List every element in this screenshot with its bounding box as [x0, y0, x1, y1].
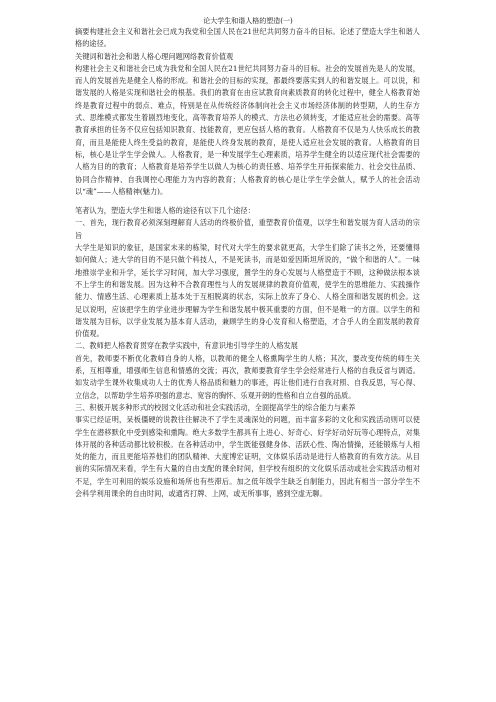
body-paragraph: 构建社会主义和谐社会已成为我党和全国人民在21世纪共同努力奋斗的目标。社会的发展首先是人的发展，而人的发展首先是健全人格的形成。和谐社会的目标的实现，都最终要落实到人的和谐发展上。可以说，和谐发展的人格是实现和谐社会的根基。我们的教育在由应试教育向素质教育的转化过程中，健全人格教育始终是教育过程中的弱点、难点，特别是在从传统经济体制向社会主义市场经济体制的转型期，人的生存方式、思维模式都发生着剧烈地变化，高等教育培养人的模式、方法也必须转变，才能适应社会的需要。高等教育承担的任务不仅应包括知识教育、技能教育，更应包括人格的教育。人格教育不仅是为人快乐成长的教育，而且是能使人终生受益的教育，是能使人终身发展的教育，是使人适应社会发展的教育。人格教育的目标，核心是让学生学会做人。人格教育，是一种发展学生心理素质，培养学生健全的以适应现代社会需要的人格为目的的教育；人格教育是培养学生以做人为核心的责任感、培养学生开拓探索能力、社会交往品质、协同合作精神、自我调控心理能力为内容的教育；人格教育的核心是让学生学会做人，赋予人的社会活动以“魂”——人格精神(魅力)。	[75, 63, 420, 196]
section-heading: 一、首先，现行教育必须深刻理解育人活动的终极价值，重塑教育价值观，以学生和谐发展为育人活动的宗旨	[75, 218, 420, 240]
section-heading: 二、教师把人格教育贯穿在教学实践中，有意识地引导学生的人格发展	[75, 341, 298, 351]
keywords-paragraph: 关键词和谐社会和谐人格心理问题网络教育价值观	[75, 51, 234, 61]
body-paragraph: 大学生是知识的象征，是国家未来的栋梁，时代对大学生的要求就更高，大学生们除了读书之外，还要懂得如何做人；进大学的目的不是只做个科技人，不是死读书，而是如爱因斯坦所说的，“做个和谐的人”。一味地推崇学业和升学，延长学习时间，加大学习强度，置学生的身心发展与人格塑造于不顾，这种做法根本谈不上学生的和谐发展。因为这种不合教育理性与人的发展规律的教育价值观，使学生的思维能力、实践操作能力、情感生活、心理素质上基本处于互相脱离的状态，实际上放弃了身心、人格全面和谐发展的机会。这足以说明，应该把学生的学业进步理解为学生和谐发展中极其重要的方面，但不是唯一的方面。以学生的和谐发展为目标，以学业发展为基本育人活动，兼顾学生的身心发育和人格塑造，才合乎人的全面发展的教育价值观。	[75, 243, 420, 339]
document-title: 论大学生和谐人格的塑造(一)	[203, 17, 293, 25]
section-heading: 三、积极开展多种形式的校园文化活动和社会实践活动，全面提高学生的综合能力与素养	[75, 402, 356, 412]
abstract-paragraph: 摘要构建社会主义和谐社会已成为我党和全国人民在21世纪共同努力奋斗的目标。论述了塑造大学生和谐人格的途径。	[75, 27, 420, 49]
body-paragraph: 首先，教师要不断优化教师自身的人格，以教师的健全人格熏陶学生的人格；其次，要改变传统的师生关系，互相尊重，增强师生信息和情感的交流；再次，教师要教育学生学会经常进行人格的自我反省与调适。如发动学生课外收集成功人士的优秀人格品质和魅力的事迹，再让他们进行自我对照、自我反思，写心得、立信念，以帮助学生培养项强的意志、宽容的胸怀、乐观开朗的性格和自立自强的品质。	[75, 353, 420, 400]
document-body	[75, 26, 420, 500]
body-paragraph: 笔者认为，塑造大学生和谐人格的途径有以下几个途径：	[75, 206, 255, 216]
body-paragraph: 事实已经证明，呆板僵硬的说教往往解决不了学生灵魂深处的问题，而丰富多彩的文化和实践活动则可以使学生在潜移默化中受到感染和熏陶。绝大多数学生都具有上进心、好奇心、好学好动好玩等心理特点，对集体开展的各种活动都比较积极。在各种活动中，学生既能强健身体、活跃心性、陶冶情操，还能锻炼与人相处的能力，而且更能培养他们的团队精神、大度博宏证明，文体娱乐活动是进行人格教育的有效方法。从目前的实际情况来看，学生有大量的自由支配的课余时间，但学校有组织的文化娱乐活动或社会实践活动相对不足，学生可利用的娱乐设施和场所也有些滞后。加之低年级学生缺乏自制能力，因此有相当一部分学生不会科学利用课余的自由时间，或通宵打牌、上网，或无所事事，感到空虚无聊。	[75, 415, 420, 498]
